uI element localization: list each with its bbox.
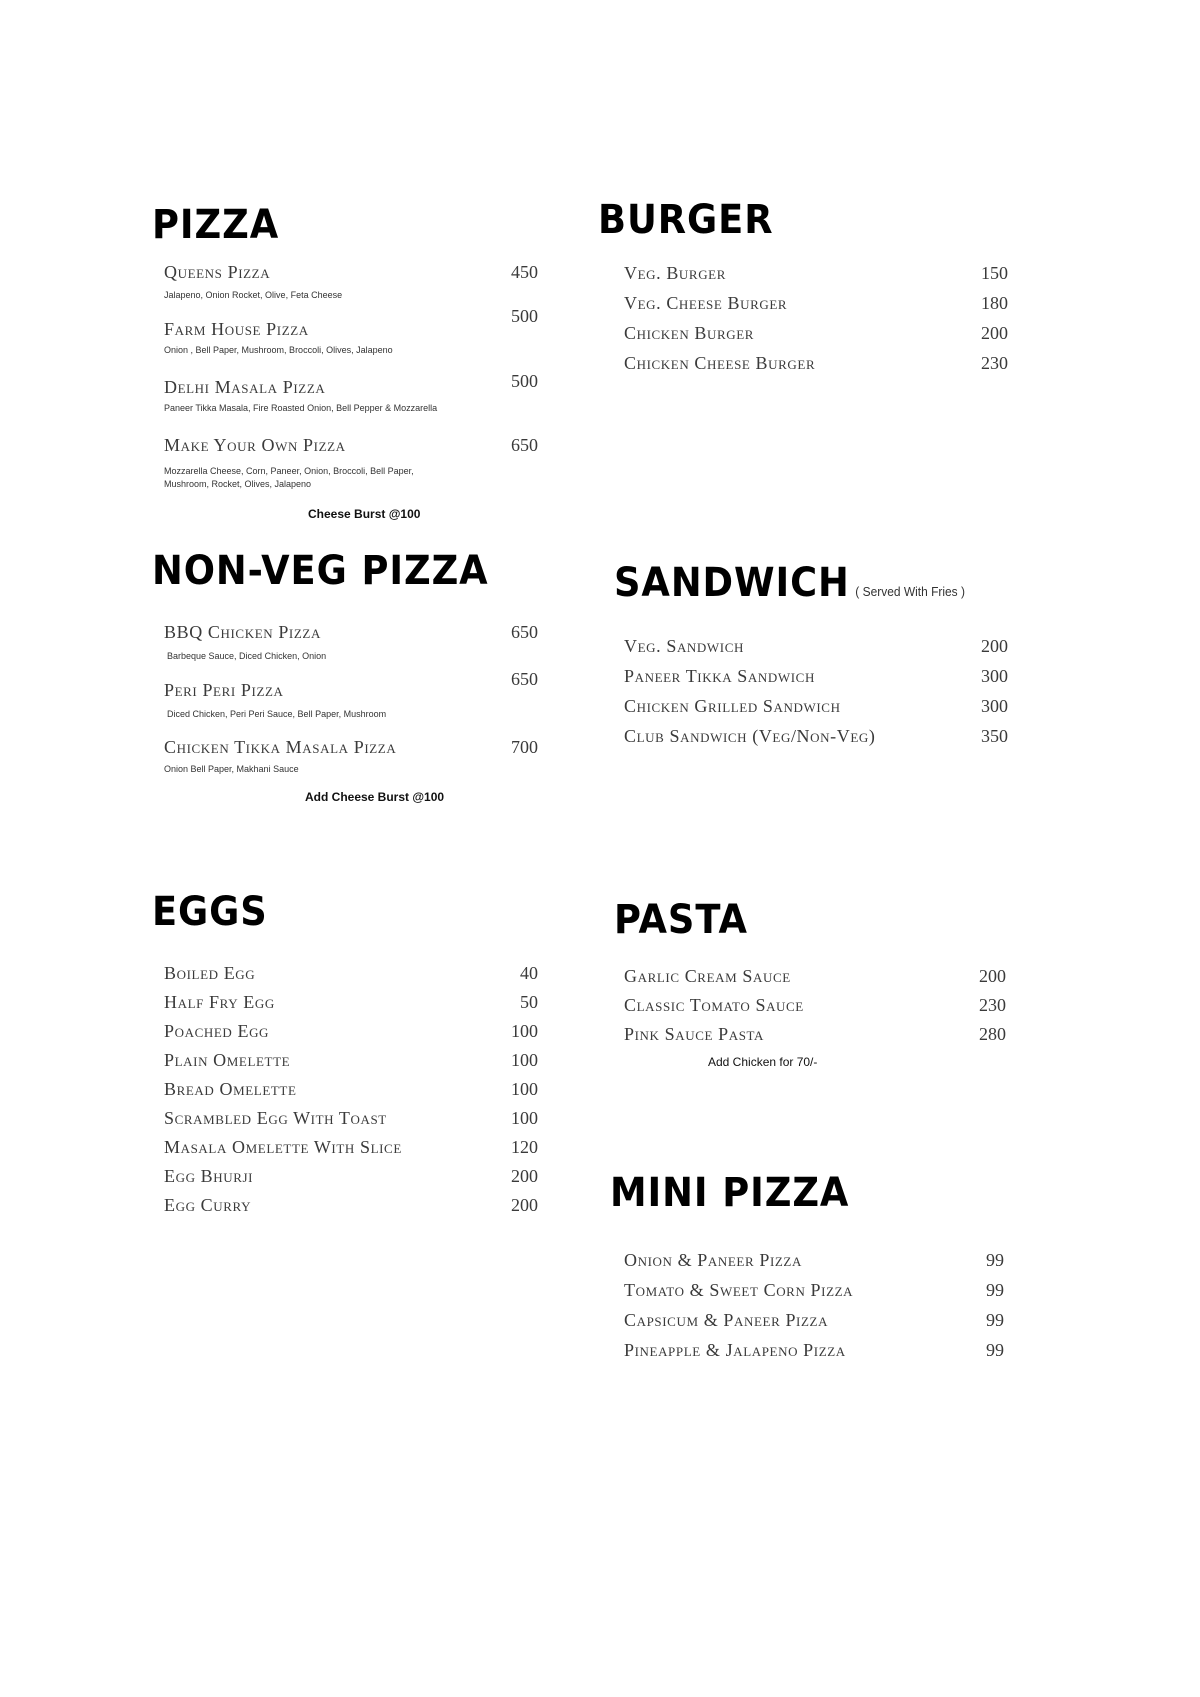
menu-item-name: Chicken Burger [624, 323, 755, 343]
sandwich-heading [614, 560, 965, 606]
menu-item-name: Onion & Paneer Pizza [624, 1250, 802, 1270]
menu-item-price: 50 [520, 992, 538, 1012]
add-on-note: Cheese Burst @100 [308, 507, 421, 521]
menu-item-name: Scrambled Egg With Toast [164, 1108, 387, 1128]
menu-item-name: Boiled Egg [164, 963, 256, 983]
menu-item-price: 150 [981, 263, 1008, 283]
menu-item-price: 650 [511, 435, 538, 455]
menu-item-price: 650 [511, 622, 538, 642]
menu-item-price: 100 [511, 1021, 538, 1041]
menu-item-price: 200 [511, 1166, 538, 1186]
pizza-heading: PIZZA [152, 202, 280, 248]
menu-item-name: Paneer Tikka Sandwich [624, 666, 815, 686]
menu-item-name: Delhi Masala Pizza [164, 377, 326, 397]
menu-item-name: Veg. Cheese Burger [624, 293, 788, 313]
menu-item-price: 99 [986, 1250, 1004, 1270]
burger-heading: BURGER [598, 197, 774, 243]
menu-item-price: 180 [981, 293, 1008, 313]
add-on-note: Add Cheese Burst @100 [305, 790, 445, 804]
menu-item-name: Queens Pizza [164, 262, 271, 282]
menu-item-name: BBQ Chicken Pizza [164, 622, 321, 642]
menu-item-price: 99 [986, 1280, 1004, 1300]
menu-item-price: 200 [979, 966, 1006, 986]
menu-item-name: Farm House Pizza [164, 319, 309, 339]
menu-item-description: Barbeque Sauce, Diced Chicken, Onion [167, 651, 327, 661]
menu-item-name: Egg Bhurji [164, 1166, 254, 1186]
menu-item-description: Diced Chicken, Peri Peri Sauce, Bell Paper, Mushroom [167, 709, 387, 719]
menu-item-price: 280 [979, 1024, 1006, 1044]
sandwich-title: SANDWICH [614, 560, 850, 606]
sandwich-note: ( Served With Fries ) [855, 584, 965, 599]
menu-item-price: 200 [511, 1195, 538, 1215]
menu-item-price: 100 [511, 1079, 538, 1099]
menu-item-price: 350 [981, 726, 1008, 746]
menu-item-name: Tomato & Sweet Corn Pizza [624, 1280, 854, 1300]
menu-item-description: Onion Bell Paper, Makhani Sauce [164, 764, 299, 774]
menu-item-price: 99 [986, 1340, 1004, 1360]
mini-pizza-heading: MINI PIZZA [610, 1170, 850, 1216]
menu-item-price: 230 [979, 995, 1006, 1015]
menu-item-price: 300 [981, 666, 1008, 686]
menu-item-name: Poached Egg [164, 1021, 270, 1041]
menu-item-name: Classic Tomato Sauce [624, 995, 804, 1015]
menu-item-price: 99 [986, 1310, 1004, 1330]
menu-item-description: Jalapeno, Onion Rocket, Olive, Feta Cheese [164, 290, 343, 300]
menu-item-name: Make Your Own Pizza [164, 435, 346, 455]
menu-item-name: Half Fry Egg [164, 992, 275, 1012]
menu-item-price: 200 [981, 323, 1008, 343]
menu-item-name: Pineapple & Jalapeno Pizza [624, 1340, 846, 1360]
menu-item-price: 230 [981, 353, 1008, 373]
menu-item-price: 40 [520, 963, 538, 983]
menu-item-description: Paneer Tikka Masala, Fire Roasted Onion, Bell Pepper & Mozzarella [164, 403, 438, 413]
menu-item-name: Egg Curry [164, 1195, 252, 1215]
menu-item-price: 120 [511, 1137, 538, 1157]
menu-item-price: 200 [981, 636, 1008, 656]
menu-item-name: Pink Sauce Pasta [624, 1024, 765, 1044]
menu-item-name: Club Sandwich (Veg/Non-Veg) [624, 726, 876, 746]
menu-item-name: Veg. Sandwich [624, 636, 744, 656]
menu-item-price: 650 [511, 669, 538, 689]
menu-item-price: 100 [511, 1050, 538, 1070]
eggs-heading: EGGS [152, 889, 268, 935]
menu-item-price: 500 [511, 306, 538, 326]
menu-item-price: 450 [511, 262, 538, 282]
menu-item-name: Capsicum & Paneer Pizza [624, 1310, 829, 1330]
menu-item-name: Peri Peri Pizza [164, 680, 284, 700]
menu-item-name: Masala Omelette With Slice [164, 1137, 402, 1157]
menu-item-name: Bread Omelette [164, 1079, 297, 1099]
menu-item-price: 300 [981, 696, 1008, 716]
menu-item-description: Mozzarella Cheese, Corn, Paneer, Onion, Broccoli, Bell Paper, Mushroom, Rocket, Olives, Jalapeno [164, 466, 414, 490]
menu-item-price: 700 [511, 737, 538, 757]
menu-item-description: Onion , Bell Paper, Mushroom, Broccoli, Olives, Jalapeno [164, 345, 393, 355]
menu-item-price: 100 [511, 1108, 538, 1128]
menu-item-name: Chicken Grilled Sandwich [624, 696, 841, 716]
menu-item-name: Chicken Cheese Burger [624, 353, 816, 373]
menu-item-name: Garlic Cream Sauce [624, 966, 791, 986]
menu-item-name: Veg. Burger [624, 263, 726, 283]
pasta-heading: PASTA [614, 897, 748, 943]
menu-item-price: 500 [511, 371, 538, 391]
add-on-note: Add Chicken for 70/- [708, 1055, 818, 1069]
menu-item-name: Plain Omelette [164, 1050, 291, 1070]
menu-item-name: Chicken Tikka Masala Pizza [164, 737, 397, 757]
non-veg-pizza-heading: NON-VEG PIZZA [152, 548, 489, 594]
